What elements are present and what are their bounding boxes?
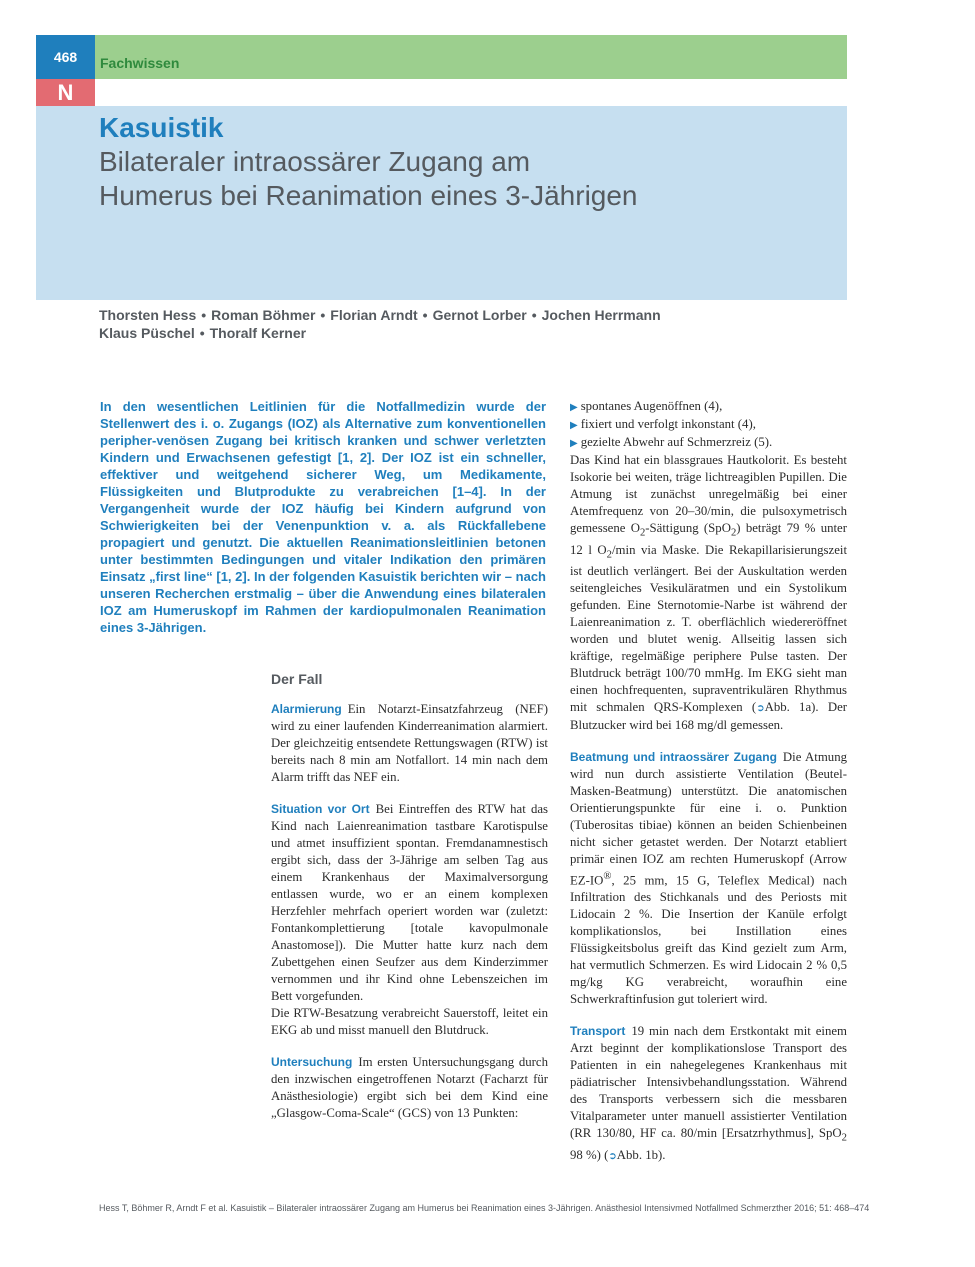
article-title-line-1: Bilateraler intraossärer Zugang am [99,146,531,177]
triangle-bullet-icon: ▶ [570,420,578,431]
list-item: ▶ spontanes Augenöffnen (4), [570,399,723,413]
figure-ref-link[interactable]: Abb. 1a [764,700,812,715]
author: Gernot Lorber [432,307,527,323]
column-middle [271,670,548,1137]
list-item: ▶ gezielte Abwehr auf Schmerzreiz (5). [570,435,773,449]
author: Klaus Püschel [99,325,195,341]
paragraph-situation-cont: Die RTW-Besatzung verabreicht Sauerstoff, leitet ein EKG ab und misst manuell den Blutdruck. [271,1006,548,1037]
author-list [99,306,859,342]
section-header [95,35,847,79]
author-line-2 [99,324,859,342]
figure-ref-icon: ➲ [756,703,765,715]
section-heading-fall: Der Fall [271,671,323,687]
author: Thoralf Kerner [209,325,307,341]
author: Florian Arndt [330,307,418,323]
author-separator: • [201,307,207,323]
author-separator: • [531,307,537,323]
title-block [99,111,839,213]
situation-text: Bei Eintreffen des RTW hat das Kind nach Laienreanimation tastbare Karotispulse und atmet insuffizient spontan. Fremdanamnestisch ergibt sich, dass der 3-Jährige am selben Tag aus einem Krankenhaus der Maximalversorgung entlassen wurde, wo er an einem komplexen Herzfehler mehrfach operiert worden war (zuletzt: Fontankomplettierung [totale kavopulmonale Anastomose]). Die Mutter hatte kurz nach dem Zubettgehen einen Seufzer aus dem Kinderzimmer vernommen und ihr Kind ohne Lebenszeichen im Bett vorgefunden. [271,802,549,1003]
author-line-1 [99,306,859,324]
author-separator: • [320,307,326,323]
runin-heading-transport: Transport [570,1024,626,1039]
runin-heading-alarmierung: Alarmierung [271,702,342,716]
paragraph-transport: Transport 19 min nach dem Erstkontakt mit einem Arzt beginnt der komplikationslose Transport des Patienten in ein nahegelegenes Krankenhaus mit pädiatrischer Intensivbehandlungsstation. Während des Transports verbessern sich die messbaren Vitalparameter unter manuell assistierter Ventilation (RR 130/80, HF ca. 80/min [Ersatzrhythmus], SpO$_2$ 98 %) (➲Abb. 1b). [570,1024,847,1162]
gcs-list [570,398,847,452]
paragraph-alarmierung [271,701,548,786]
runin-heading-untersuchung: Untersuchung [271,1055,353,1069]
paragraph-befund: Das Kind hat ein blassgraues Hautkolorit. Es besteht Isokorie bei weiten, träge lichtreagiblen Pupillen. Die Atmung ist zunächst unregelmäßig bei einer Atemfrequenz von 20–30/min, die pulsoxymetrisch gemessene $O_2$-Sättigung (SpO$_2$) beträgt 79 % unter 12 l $O_2/\min$ via Maske. Die Rekapillarisierungszeit ist deutlich verlängert. Bei der Auskultation werden seitengleiches Vesikuläratmen und ein Systolikum gefunden. Eine Sternotomie-Narbe ist während der Laienreanimation z. T. oberflächlich wiedereröffnet worden und blutet wenig. Allseitig lassen sich kräftige, regelmäßige periphere Pulse tasten. Der Blutdruck beträgt 100/70 mmHg. Im EKG sieht man einen hochfrequenten, supraventrikulären Rhythmus mit schmalen QRS-Komplexen (➲Abb. 1a). Der Blutzucker wird bei 168 mg/dl gemessen. [570,453,848,733]
runin-heading-situation: Situation vor Ort [271,802,370,816]
author: Roman Böhmer [211,307,316,323]
author: Jochen Herrmann [541,307,661,323]
paragraph-untersuchung [271,1054,548,1122]
paragraph-beatmung: Beatmung und intraossärer Zugang Die Atmung wird nun durch assistierte Ventilation (Beutel-Masken-Beatmung) unterstützt. Die anatomischen Orientierungspunkte für eine i. o. Punktion (Tuberositas tibiae) können an beiden Schienbeinen nicht sicher getastet werden. Der Notarzt etabliert primär einen IOZ am rechten Humeruskopf (Arrow EZ-IO®, 25 mm, 15 G, Teleflex Medical) nach Infiltration des Stichkanals und des Periosts mit Lidocain 2 %. Die Insertion der Kanüle erfolgt komplikationslos, bei Instillation eines Flüssigkeitsbolus greift das Kind gezielt zum Arm, hat vermutlich Schmerzen. Es wird Lidocain 2 % 0,5 mg/kg KG verabreicht, woraufhin eine Schwerkraftinfusion gut toleriert wird. [570,750,848,1007]
article-kicker: Kasuistik [99,112,224,143]
section-label: Fachwissen [100,55,180,71]
author-separator: • [199,325,205,341]
page-number: 468 [36,35,95,79]
alarmierung-text: Ein Notarzt-Einsatzfahrzeug (NEF) wird zu einer laufenden Kinderreanimation alarmiert. Der gleichzeitig entsendete Rettungswagen (RTW) ist bereits nach 8 min am Notfallort. 14 min nach dem Alarm trifft das NEF ein. [271,702,548,784]
column-right [570,398,847,1180]
article-title-line-2: Humerus bei Reanimation eines 3-Jährigen [99,180,638,211]
author-separator: • [422,307,428,323]
paragraph-situation [271,801,548,1005]
section-letter-badge: N [36,79,95,106]
article-title [99,145,839,213]
figure-ref-icon: ➲ [608,1150,617,1162]
list-item: ▶ fixiert und verfolgt inkonstant (4), [570,417,756,431]
abstract: In den wesentlichen Leitlinien für die Notfallmedizin wurde der Stellenwert des i. o. Zugangs (IOZ) als Alternative zum konventionellen peripher-venösen Zugang bei kritisch kranken und schwer verletzten Kindern und Erwachsenen gefestigt [1, 2]. Der IOZ ist ein schneller, effektiver und weitgehend sicherer Weg, um Medikamente, Flüssigkeiten und Blutprodukte zu verabreichen [1–4]. In der Vergangenheit wurde der IOZ häufig bei Kindern aufgrund von Schwierigkeiten bei der Venenpunktion v. a. als Rückfallebene propagiert und genutzt. Die aktuellen Reanimationsleitlinien betonen unter bestimmten Bedingungen und vitaler Indikation den primären Einsatz „first line“ [1, 2]. In der folgenden Kasuistik berichten wir – nach unseren Recherchen erstmalig – über die Anwendung eines bilateralen IOZ am Humeruskopf im Rahmen der kardiopulmonalen Reanimation eines 3-Jährigen. [100,399,546,635]
triangle-bullet-icon: ▶ [570,438,578,449]
author: Thorsten Hess [99,307,197,323]
untersuchung-text: Im ersten Untersuchungsgang durch den inzwischen eingetroffenen Notarzt (Facharzt für Anästhesiologie) ergibt sich bei dem Kind eine „Glasgow-Coma-Scale“ (GCS) von 13 Punkten: [271,1055,548,1120]
triangle-bullet-icon: ▶ [570,402,578,413]
figure-ref-link[interactable]: Abb. 1b [616,1147,659,1162]
citation-footer: Hess T, Böhmer R, Arndt F et al. Kasuistik – Bilateraler intraossärer Zugang am Humerus bei Reanimation eines 3-Jährigen. Anästhesiol Intensivmed Notfallmed Schmerzther 2016; 51: 468–474 [99,1203,870,1213]
runin-heading-beatmung: Beatmung und intraossärer Zugang [570,750,777,765]
